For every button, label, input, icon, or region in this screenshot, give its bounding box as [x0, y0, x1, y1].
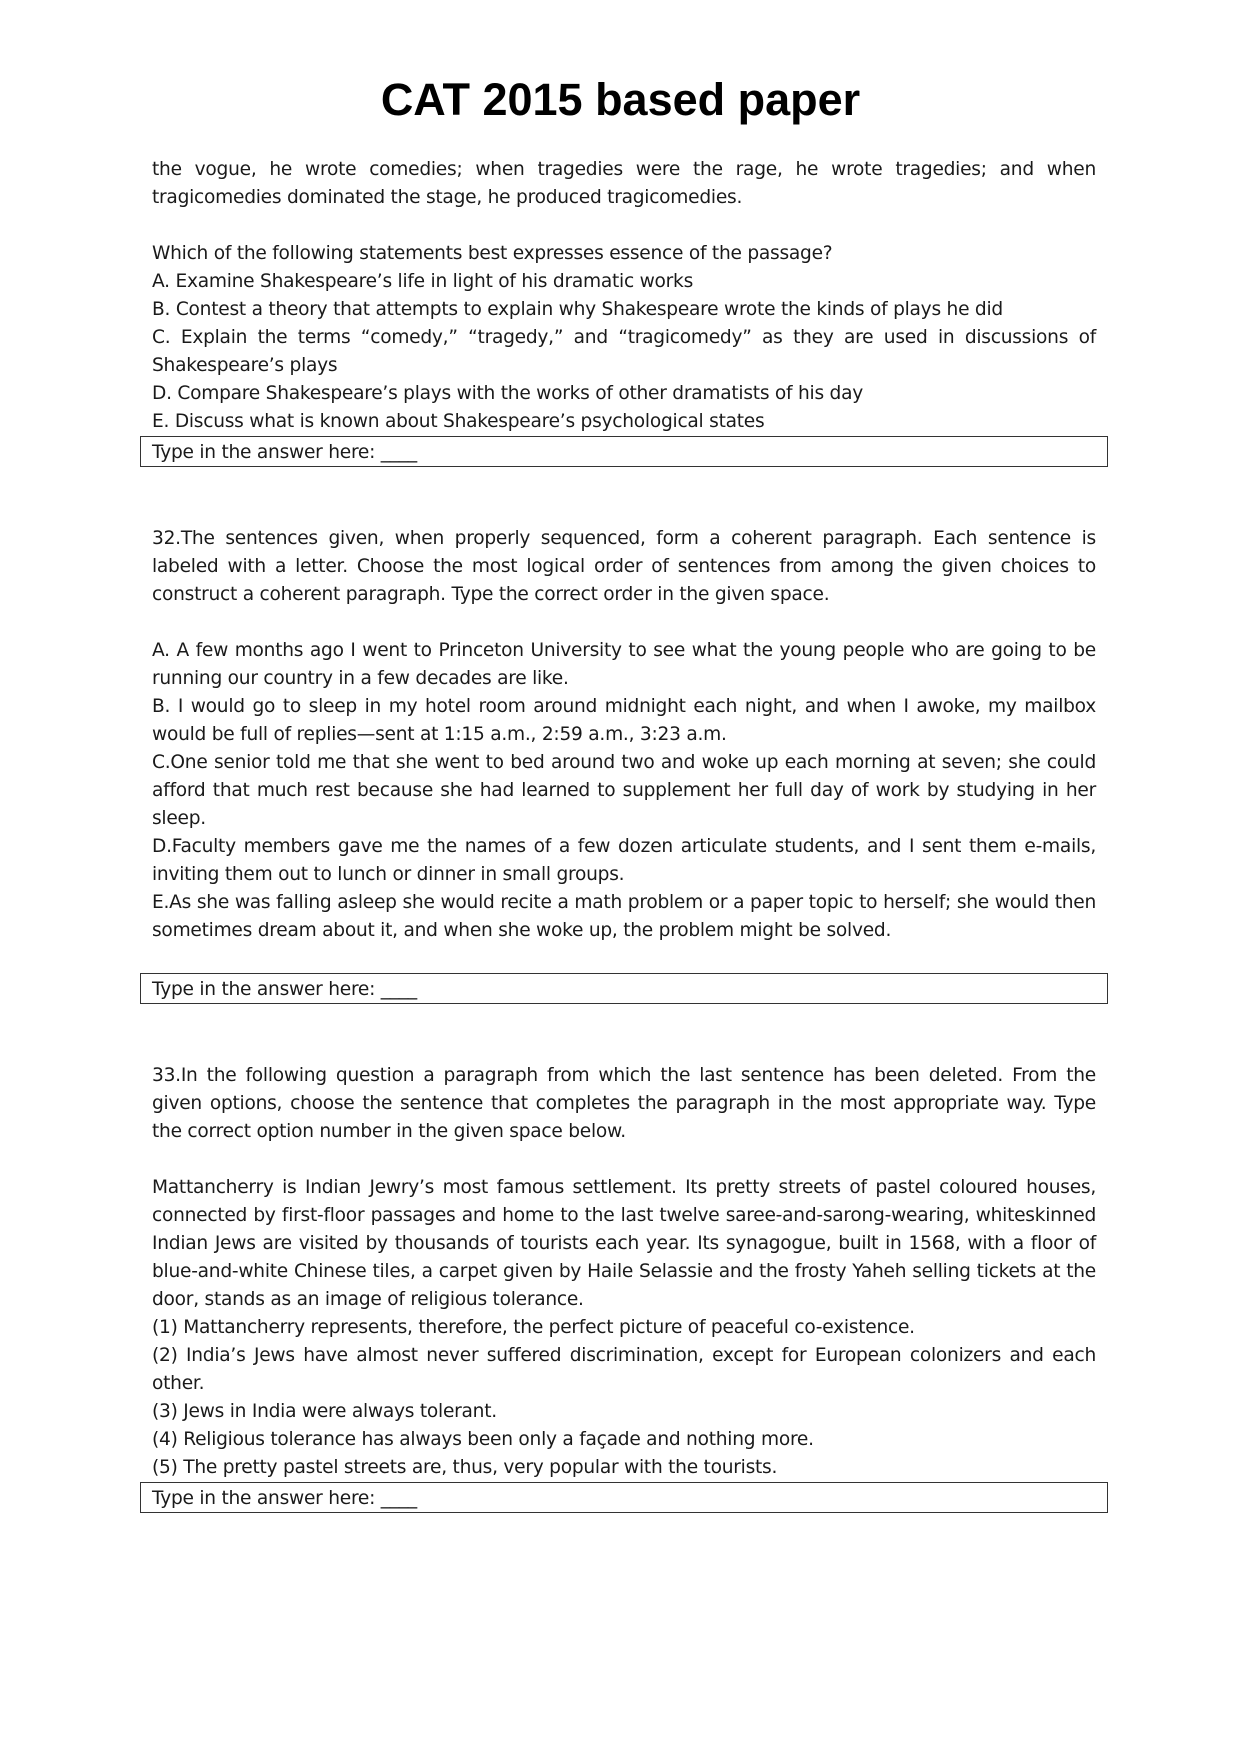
option-e: E. Discuss what is known about Shakespeare’s psychological states: [152, 411, 765, 432]
answer-box-32[interactable]: Type in the answer here: ____: [140, 973, 1108, 1004]
question-31: [152, 156, 1096, 467]
answer-box-33[interactable]: Type in the answer here: ____: [140, 1482, 1108, 1513]
option-5: (5) The pretty pastel streets are, thus, very popular with the tourists.: [152, 1457, 778, 1478]
question-instruction: 32.The sentences given, when properly sequenced, form a coherent paragraph. Each sentence is labeled with a letter. Choose the most logical order of sentences from among the given choices to construct a coherent paragraph. Type the correct order in the given space.: [152, 528, 1096, 605]
answer-box-31[interactable]: Type in the answer here: ____: [140, 436, 1108, 467]
sentence-a: A. A few months ago I went to Princeton University to see what the young people who are going to be running our country in a few decades are like.: [152, 640, 1096, 689]
question-prompt: Which of the following statements best expresses essence of the passage?: [152, 243, 833, 264]
question-32: [152, 525, 1096, 1004]
document-body: [152, 156, 1096, 1513]
option-b: B. Contest a theory that attempts to explain why Shakespeare wrote the kinds of plays he did: [152, 299, 1003, 320]
question-instruction: 33.In the following question a paragraph from which the last sentence has been deleted. From the given options, choose the sentence that completes the paragraph in the most appropriate way. Type the correct option number in the given space below.: [152, 1065, 1096, 1142]
option-1: (1) Mattancherry represents, therefore, the perfect picture of peaceful co-existence.: [152, 1317, 915, 1338]
option-3: (3) Jews in India were always tolerant.: [152, 1401, 497, 1422]
passage: Mattancherry is Indian Jewry’s most famous settlement. Its pretty streets of pastel coloured houses, connected by first-floor passages and home to the last twelve saree-and-sarong-wearing, whiteskinned Indian Jews are visited by thousands of tourists each year. Its synagogue, built in 1568, with a floor of blue-and-white Chinese tiles, a carpet given by Haile Selassie and the frosty Yaheh selling tickets at the door, stands as an image of religious tolerance.: [152, 1177, 1096, 1310]
option-2: (2) India’s Jews have almost never suffered discrimination, except for European colonizers and each other.: [152, 1345, 1096, 1394]
sentence-e: E.As she was falling asleep she would recite a math problem or a paper topic to herself; she would then sometimes dream about it, and when she woke up, the problem might be solved.: [152, 892, 1096, 941]
passage-continuation: the vogue, he wrote comedies; when tragedies were the rage, he wrote tragedies; and when tragicomedies dominated the stage, he produced tragicomedies.: [152, 159, 1096, 208]
page-title: CAT 2015 based paper: [380, 74, 861, 125]
sentence-c: C.One senior told me that she went to bed around two and woke up each morning at seven; she could afford that much rest because she had learned to supplement her full day of work by studying in her sleep.: [152, 752, 1096, 829]
question-33: [152, 1062, 1096, 1513]
option-c: C. Explain the terms “comedy,” “tragedy,” and “tragicomedy” as they are used in discussions of Shakespeare’s plays: [152, 327, 1096, 376]
option-d: D. Compare Shakespeare’s plays with the works of other dramatists of his day: [152, 383, 864, 404]
sentence-d: D.Faculty members gave me the names of a few dozen articulate students, and I sent them e-mails, inviting them out to lunch or dinner in small groups.: [152, 836, 1096, 885]
option-4: (4) Religious tolerance has always been only a façade and nothing more.: [152, 1429, 814, 1450]
sentence-b: B. I would go to sleep in my hotel room around midnight each night, and when I awoke, my mailbox would be full of replies—sent at 1:15 a.m., 2:59 a.m., 3:23 a.m.: [152, 696, 1096, 745]
option-a: A. Examine Shakespeare’s life in light of his dramatic works: [152, 271, 694, 292]
